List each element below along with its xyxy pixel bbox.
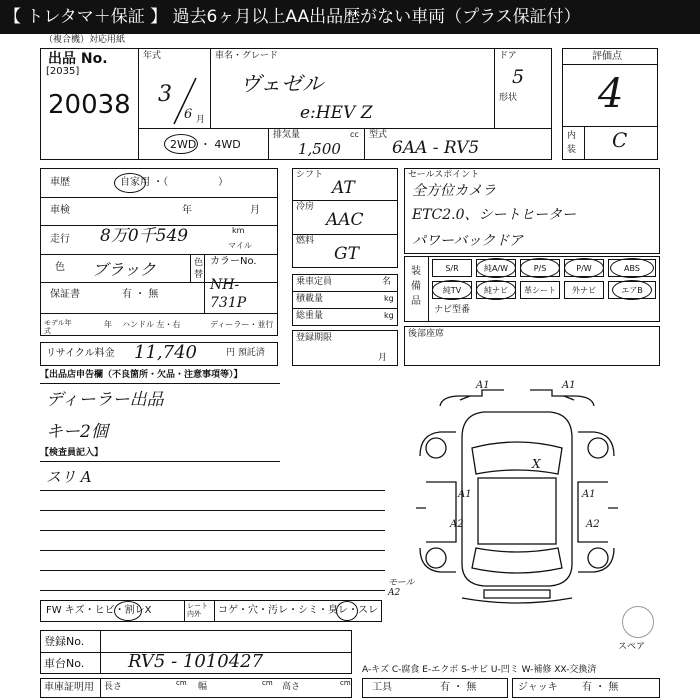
cert-height: 高さ	[282, 682, 301, 692]
inspector-note-1: スリ A	[46, 468, 92, 486]
cert-cm-1: cm	[176, 679, 187, 687]
mileage-mile: マイル	[228, 241, 252, 250]
equip-nav: 純ナビ	[476, 281, 516, 299]
entry-sub-code: [2035]	[46, 66, 80, 77]
equip-power-window: P/W	[564, 259, 604, 277]
diagram-mark-8: モールA2	[388, 578, 415, 598]
header-subnote: （複合機）対応用紙	[44, 35, 126, 45]
registration-label: 登録期限	[296, 333, 333, 343]
equip-airbag-circle	[612, 280, 652, 300]
warranty-options: 有 ・ 無	[122, 289, 159, 300]
inspection-year: 年	[182, 205, 192, 216]
damage-middle: レート 内外	[187, 602, 208, 618]
tools-options: 有 ・ 無	[440, 682, 477, 693]
fuel-value: GT	[334, 244, 359, 264]
equip-power-steering-circle	[520, 258, 560, 278]
drive-selected-circle	[164, 134, 198, 154]
diagram-mark-4: A1	[458, 489, 472, 500]
header-banner: 【 トレタマ＋保証 】 過去6ヶ月以上AA出品歴がない車両（プラス保証付）	[0, 0, 700, 34]
equip-alloy-wheel-circle	[476, 258, 516, 278]
exhibitor-note-1: ディーラー出品	[46, 390, 164, 410]
exhibitor-notes-label: 【出品店申告欄（不良箇所・欠品・注意事項等）】	[40, 370, 243, 380]
color-label: 色	[55, 262, 65, 273]
sales-point-2: ETC2.0、シートヒーター	[412, 207, 576, 223]
entry-label: 出品 No.	[48, 51, 108, 67]
jack-label: ジャッキ	[518, 682, 558, 693]
equip-power-window-circle	[564, 258, 604, 278]
cert-length: 長さ	[104, 682, 123, 692]
score-label: 評価点	[592, 51, 622, 62]
fuel-label: 燃料	[296, 236, 315, 246]
car-label: 車名・グレード	[215, 51, 279, 61]
diagram-mark-1: A1	[476, 380, 490, 391]
year-slash	[170, 76, 200, 126]
color-change-label: 色替	[194, 258, 204, 280]
damage-legend: A-キズ C-腐食 E-エクボ S-サビ U-凹ミ W-補修 XX-交換済	[362, 665, 597, 675]
load-unit: kg	[384, 294, 394, 303]
diagram-mark-6: A2	[450, 519, 464, 530]
car-grade: e:HEV Z	[300, 103, 373, 123]
sales-point-1: 全方位カメラ	[412, 183, 496, 199]
mileage-km: km	[232, 226, 245, 235]
mileage-label: 走行	[50, 234, 70, 245]
equip-power-steering: P/S	[520, 259, 560, 277]
equip-tv: 純TV	[432, 281, 472, 299]
equip-abs: ABS	[608, 259, 656, 277]
handle-options: ハンドル 左・右	[122, 320, 181, 329]
shape-label: 形状	[499, 93, 518, 103]
color-code-label: カラーNo.	[210, 256, 257, 267]
model-year-year: 年	[104, 320, 112, 329]
entry-number: 20038	[48, 90, 131, 120]
model-label: 型式	[369, 130, 388, 140]
chassis-label: 車台No.	[44, 657, 85, 670]
history-selected-circle	[114, 173, 146, 193]
registration-unit: 月	[378, 353, 388, 363]
shift-label: シフト	[296, 170, 324, 180]
equip-nav-circle	[476, 280, 516, 300]
model-value: 6AA - RV5	[392, 138, 480, 158]
cert-cm-2: cm	[262, 679, 273, 687]
reg-no-label: 登録No.	[44, 635, 85, 648]
load-label: 積載量	[296, 294, 324, 304]
equip-sr: S/R	[432, 259, 472, 277]
warranty-label: 保証書	[50, 289, 80, 300]
equip-aftermarket-nav: 外ナビ	[564, 281, 604, 299]
chassis-value: RV5 - 1010427	[128, 651, 264, 672]
damage-smell-circle	[336, 601, 358, 621]
diagram-mark-3: X	[532, 457, 541, 471]
sales-points-label: セールスポイント	[408, 170, 480, 180]
aircon-label: 冷房	[296, 202, 315, 212]
inspector-notes-label: 【検査員記入】	[40, 448, 104, 458]
model-year-label: モデル年式	[44, 319, 72, 335]
capacity-unit: 名	[382, 277, 392, 287]
equipment-label: 装備品	[411, 266, 421, 307]
exhibitor-note-2: キー2個	[46, 422, 108, 442]
drive-label: 2WD ・ 4WD	[170, 138, 241, 151]
doors-label: ドア	[499, 51, 517, 61]
doors-value: 5	[512, 66, 525, 88]
damage-crack-circle	[114, 601, 142, 621]
year-month-unit: 月	[196, 115, 206, 125]
recycle-unit: 円 預託済	[226, 348, 265, 358]
score-value: 4	[598, 71, 624, 117]
damage-right: コゲ・穴・汚レ・シミ・臭レ・スレ	[218, 605, 378, 616]
displacement-unit: cc	[350, 130, 359, 139]
cert-width: 幅	[198, 682, 208, 692]
aircon-value: AAC	[326, 210, 364, 230]
displacement-value: 1,500	[298, 140, 341, 158]
car-name: ヴェゼル	[240, 72, 324, 96]
weight-label: 総重量	[296, 311, 324, 321]
recycle-value: 11,740	[134, 342, 197, 363]
dealer-options: ディーラー・並行	[210, 320, 274, 329]
year-month: 6	[184, 107, 193, 122]
cert-label: 車庫証明用	[44, 682, 94, 693]
recycle-label: リサイクル料金	[46, 348, 115, 359]
diagram-mark-5: A1	[582, 489, 596, 500]
interior-label: 内装	[567, 131, 577, 155]
capacity-label: 乗車定員	[296, 277, 333, 287]
color-code-value: NH-731P	[210, 277, 247, 311]
equip-tv-circle	[432, 280, 472, 300]
year-label: 年式	[143, 51, 162, 61]
interior-value: C	[612, 128, 628, 152]
history-label: 車歴	[50, 177, 70, 188]
nav-model-label: ナビ型番	[434, 305, 471, 315]
mileage-value: 8万0千549	[100, 226, 189, 246]
spare-label: スペア	[618, 642, 646, 652]
equip-airbag: エアB	[608, 281, 656, 299]
shift-value: AT	[332, 178, 355, 198]
jack-options: 有 ・ 無	[582, 682, 619, 693]
cert-cm-3: cm	[340, 679, 351, 687]
sales-point-3: パワーバックドア	[412, 233, 523, 249]
equip-alloy-wheel: 純A/W	[476, 259, 516, 277]
equip-abs-circle	[610, 258, 654, 278]
spare-tire-icon	[622, 606, 654, 638]
weight-unit: kg	[384, 311, 394, 320]
diagram-mark-7: A2	[586, 519, 600, 530]
diagram-mark-2: A1	[562, 380, 576, 391]
color-value: ブラック	[92, 260, 156, 279]
inspection-month: 月	[250, 205, 260, 216]
displacement-label: 排気量	[273, 130, 301, 140]
damage-left: FW キズ・ヒビ・割レX	[46, 605, 152, 616]
history-options: 自家用 ・（ ）	[120, 177, 229, 188]
tools-label: 工具	[372, 682, 392, 693]
equip-leather-seat: 革シート	[520, 281, 560, 299]
rear-seat-label: 後部座席	[408, 329, 445, 339]
year-value: 3	[158, 82, 172, 107]
inspection-label: 車検	[50, 205, 70, 216]
